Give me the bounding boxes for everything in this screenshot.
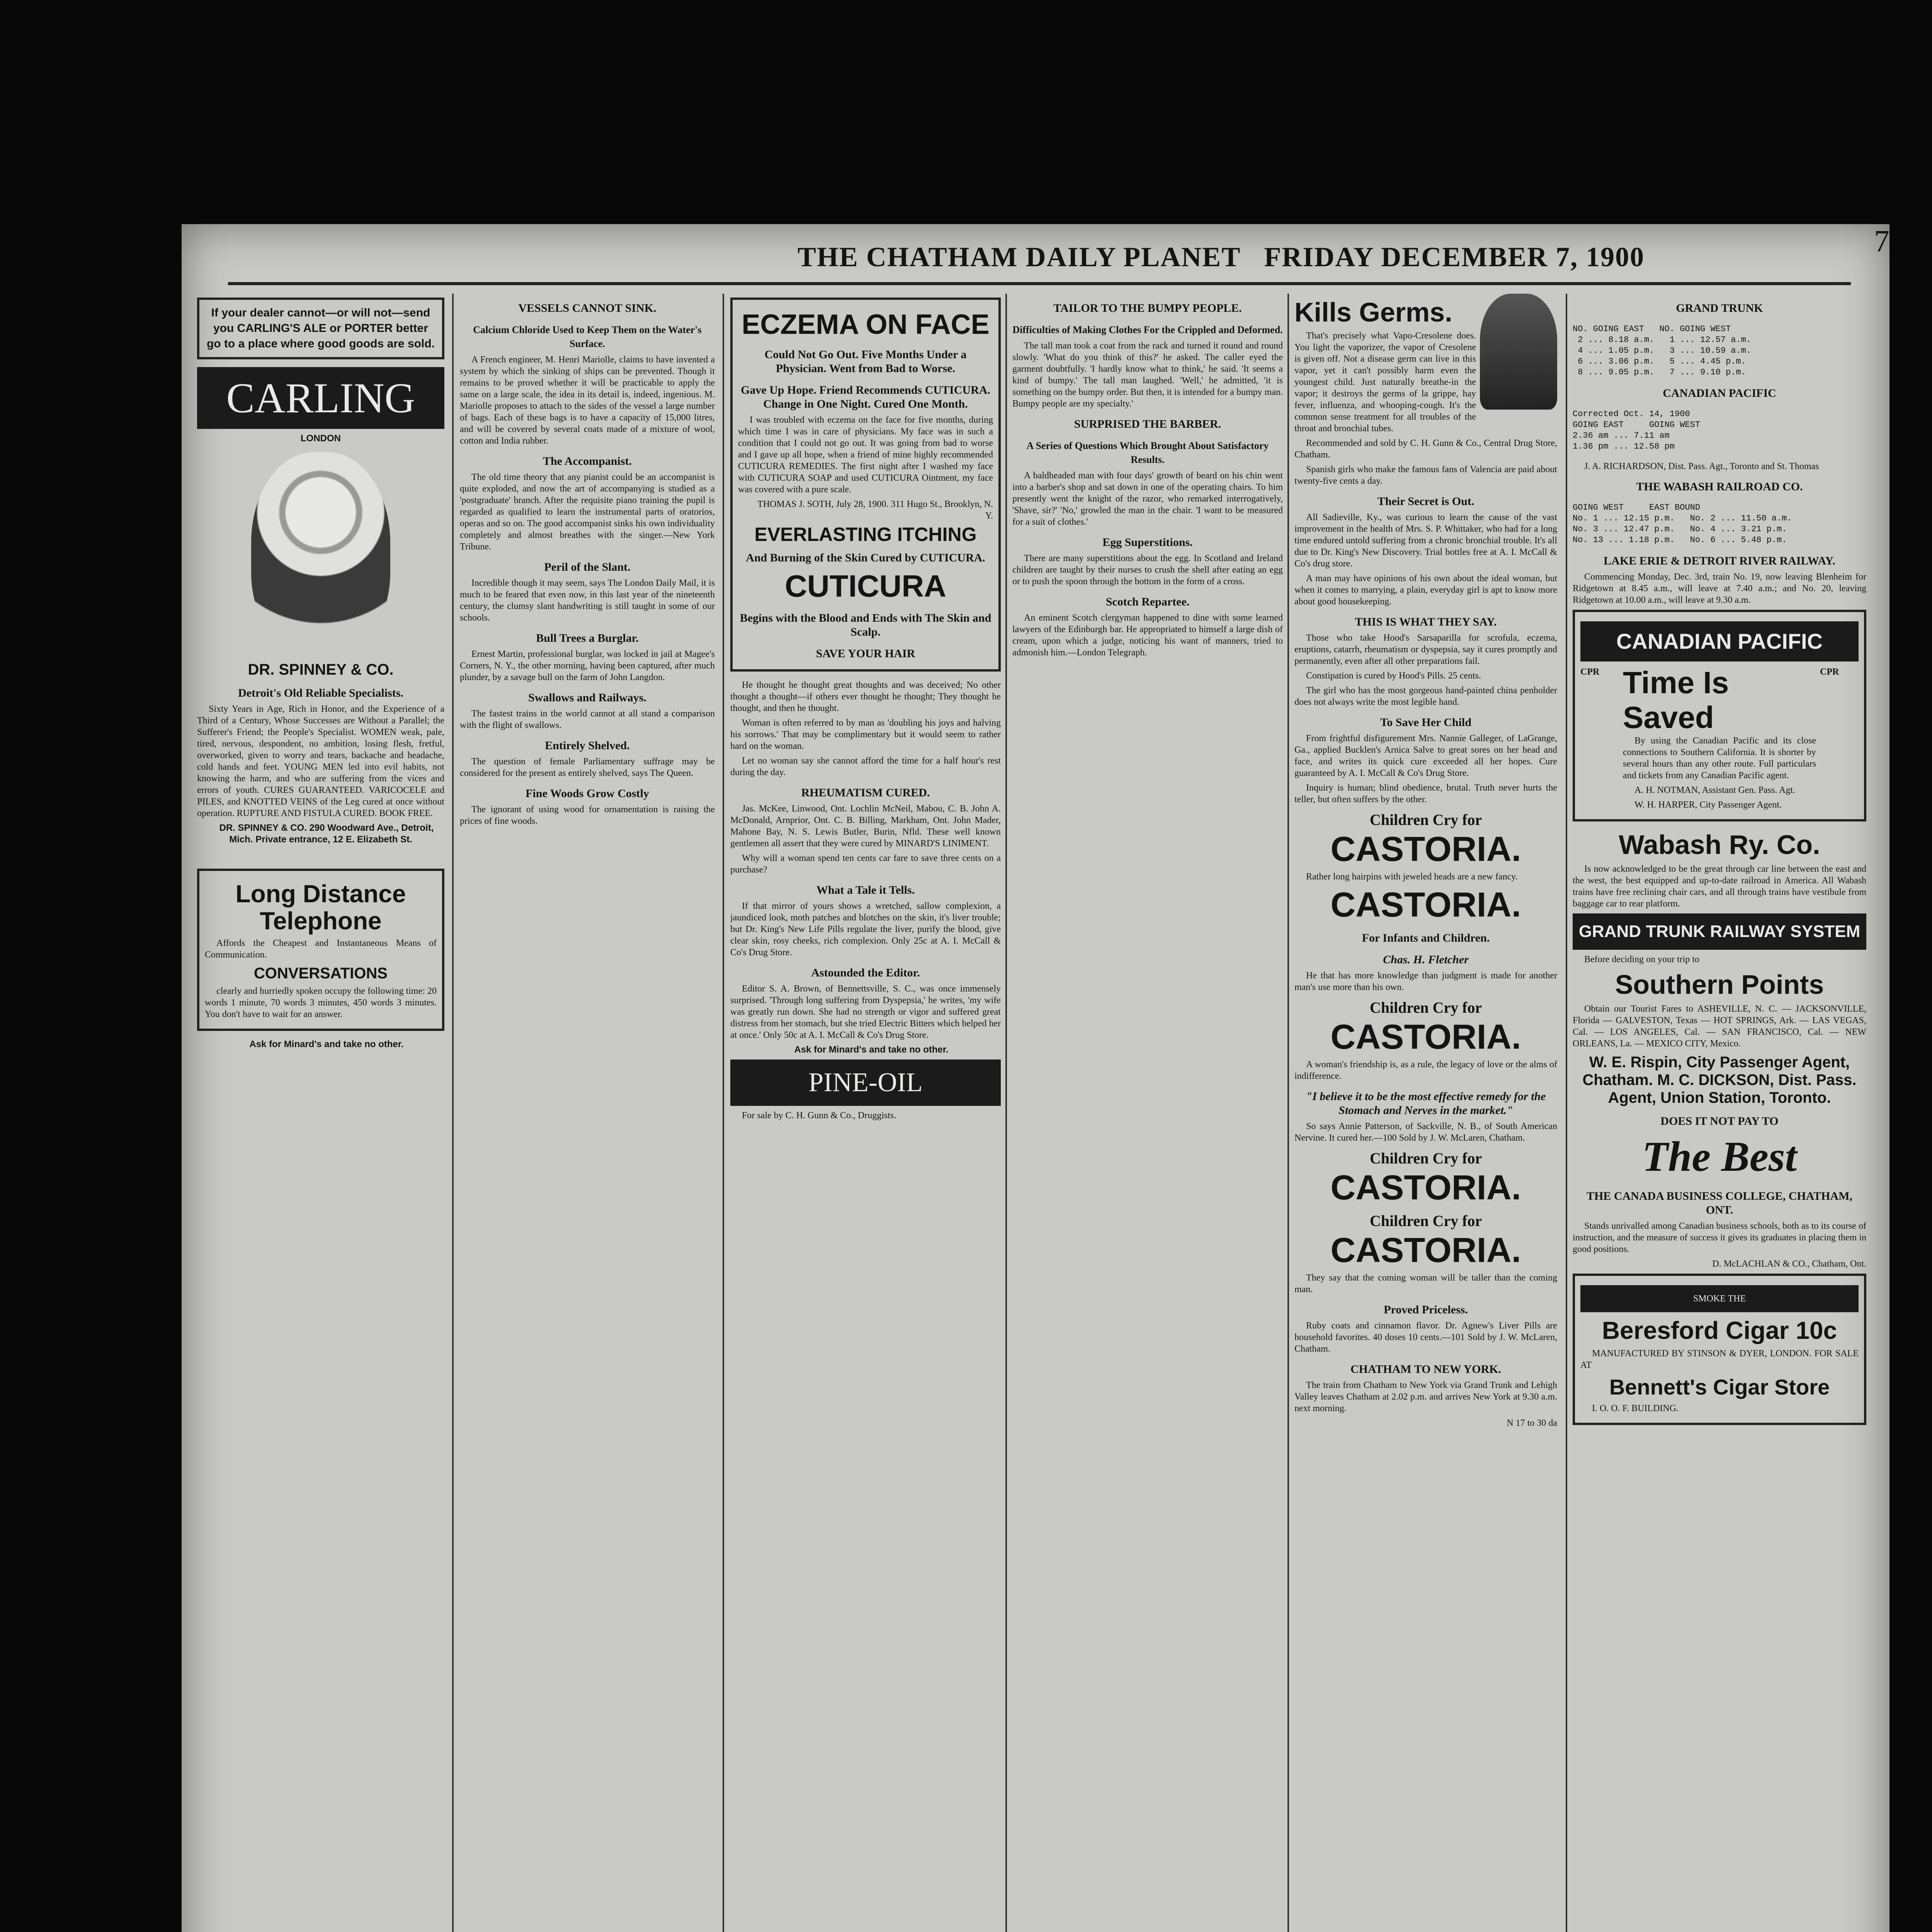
- article-heading: The Accompanist.: [543, 455, 632, 468]
- castoria-logo: CASTORIA.: [1330, 886, 1521, 924]
- article-heading: Bull Trees a Burglar.: [536, 632, 639, 645]
- page-number: 7: [1874, 224, 1889, 259]
- save-hair: SAVE YOUR HAIR: [816, 647, 915, 660]
- eczema-subheading: Could Not Go Out. Five Months Under a Physician. Went from Bad to Worse.: [764, 348, 967, 375]
- newspaper-page: [182, 224, 1889, 1932]
- cpr-side-label: CPR: [1820, 667, 1839, 677]
- vaporizer-lamp-icon: [1480, 294, 1557, 410]
- tale-body: If that mirror of yours shows a wretched, sallow complexion, a jaundiced look, moth patches and blotches on the skin, it's liver trouble; but Dr. King's New Life Pills regulate the liver, purify the blood, give clear skin, rosy cheeks, rich complexion. Only 25c at A. I. McCall & Co's Drug Store.: [730, 901, 1001, 957]
- college-body: Stands unrivalled among Canadian business schools, both as to its course of instruction, and the measure of success it gives its graduates in placing them in good positions.: [1573, 1221, 1866, 1254]
- castoria-cry: Children Cry for: [1369, 811, 1482, 828]
- southern-points-heading: Southern Points: [1615, 969, 1824, 1000]
- article-body: He thought he thought great thoughts and was deceived; No other thought a thought—if others ever thought he thought; They thought he thought, and then he thought.: [730, 680, 1001, 713]
- article-heading: Their Secret is Out.: [1377, 495, 1475, 508]
- wabash-co-body: Is now acknowledged to be the great through car line between the east and the west, the best equipped and up-to-date railroad in America. All Wabash trains have free reclining chair cars, and all through trains have vestibule from baggage car to rear platform.: [1573, 864, 1866, 909]
- article-reference: N 17 to 30 da: [1507, 1418, 1557, 1428]
- newspaper-title: THE CHATHAM DAILY PLANET: [797, 241, 1241, 272]
- column-divider: [1566, 294, 1567, 1932]
- article-subheading: Calcium Chloride Used to Keep Them on the Water's Surface.: [473, 324, 702, 349]
- cigar-store: Bennett's Cigar Store: [1609, 1375, 1830, 1399]
- spinney-address: DR. SPINNEY & CO. 290 Woodward Ave., Detroit, Mich. Private entrance, 12 E. Elizabeth St.: [219, 823, 434, 845]
- cigar-ad: [1573, 1274, 1866, 1425]
- column-divider: [1287, 294, 1289, 1932]
- canadian-pacific-timetable: Corrected Oct. 14, 1900 GOING EAST GOING WEST 2.36 am ... 7.11 am 1.36 pm ... 12.58 pm: [1573, 409, 1701, 451]
- castoria-logo: CASTORIA.: [1330, 1231, 1521, 1270]
- article-heading: Peril of the Slant.: [544, 561, 631, 573]
- article-heading: THIS IS WHAT THEY SAY.: [1355, 616, 1497, 628]
- spinney-subheading: Detroit's Old Reliable Specialists.: [238, 687, 403, 699]
- nerves-heading: "I believe it to be the most effective remedy for the Stomach and Nerves in the market.": [1306, 1090, 1546, 1117]
- lake-erie-heading: LAKE ERIE & DETROIT RIVER RAILWAY.: [1604, 554, 1835, 567]
- article-subheading: Difficulties of Making Clothes For the Crippled and Deformed.: [1012, 324, 1283, 335]
- cigar-pre: SMOKE THE: [1580, 1285, 1859, 1312]
- article-heading: Swallows and Railways.: [528, 691, 646, 704]
- carling-ad-text: If your dealer cannot—or will not—send you CARLING'S ALE or PORTER better go to a place where good goods are sold.: [206, 306, 435, 350]
- column-divider: [723, 294, 724, 1932]
- eczema-signature: THOMAS J. SOTH, July 28, 1900. 311 Hugo St., Brooklyn, N. Y.: [757, 499, 993, 521]
- column-divider: [1005, 294, 1007, 1932]
- article-body: He that has more knowledge than judgment is made for another man's use more than his own.: [1294, 971, 1557, 992]
- cpr-side-label: CPR: [1580, 667, 1600, 677]
- article-body: Rather long hairpins with jeweled heads are a new fancy.: [1306, 872, 1518, 882]
- cuticura-ad: [730, 298, 1001, 672]
- cuticura-subheading: Begins with the Blood and Ends with The Skin and Scalp.: [740, 612, 992, 638]
- eczema-heading: ECZEMA ON FACE: [742, 309, 990, 340]
- cpr-heading: CANADIAN PACIFIC: [1580, 621, 1859, 662]
- castoria-logo: CASTORIA.: [1330, 830, 1521, 869]
- castoria-cry: Children Cry for: [1369, 999, 1482, 1016]
- article-body: Inquiry is human; blind obedience, brutal. Truth never hurts the teller, but often suffers by the other.: [1294, 783, 1557, 804]
- carling-logo: CARLING: [197, 367, 444, 429]
- castoria-logo: CASTORIA.: [1330, 1018, 1521, 1056]
- wabash-heading: THE WABASH RAILROAD CO.: [1636, 480, 1803, 493]
- cpr-agent: W. H. HARPER, City Passenger Agent.: [1634, 800, 1782, 810]
- article-heading: Egg Superstitions.: [1102, 536, 1193, 549]
- article-heading: VESSELS CANNOT SINK.: [518, 302, 656, 315]
- nerves-body: So says Annie Patterson, of Sackville, N. B., of South American Nervine. It cured her.—100 Sold by J. W. McLaren, Chatham.: [1294, 1121, 1557, 1143]
- canadian-pacific-agent: J. A. RICHARDSON, Dist. Pass. Agt., Toronto and St. Thomas: [1584, 461, 1819, 471]
- doctor-portrait: [251, 452, 390, 653]
- pine-oil-logo: PINE-OIL: [730, 1060, 1001, 1106]
- column-2: [460, 294, 715, 1932]
- grand-trunk-timetable: NO. GOING EAST NO. GOING WEST 2 ... 8.18 a.m. 1 ... 12.57 a.m. 4 ... 1.05 p.m. 3 ... 10.59 a.m. 6 ... 3.06 p.m. 5 ... 4.45 p.m. 8 ... 9.05 p.m. 7 ... 9.10 p.m.: [1573, 324, 1752, 377]
- castoria-infants: For Infants and Children.: [1362, 932, 1490, 944]
- masthead: [583, 234, 1859, 280]
- cpr-time-saved: Time Is Saved: [1623, 665, 1729, 735]
- cuticura-logo: CUTICURA: [785, 569, 946, 603]
- column-5: [1294, 294, 1557, 1932]
- article-body: Woman is often referred to by man as 'doubling his joys and halving his sorrows.' That may be complimentary but it would seem to rather hard on the woman.: [730, 718, 1001, 751]
- lake-erie-body: Commencing Monday, Dec. 3rd, train No. 19, now leaving Blenheim for Ridgetown at 8.45 a.m., will leave at 7.40 a.m.; and No. 20, leaving Ridgetown at 10.00 a.m., will leave at 9.30 a.m.: [1573, 572, 1866, 605]
- eczema-body: I was troubled with eczema on the face for five months, during which time I was in care of physicians. My face was in such a condition that I could not go out. It was going from bad to worse and I gave up all hope, when a friend of mine highly recommended CUTICURA REMEDIES. The first night after I washed my face with CUTICURA SOAP and used CUTICURA Ointment, my face was covered with a pure scale.: [738, 415, 993, 495]
- tale-heading: What a Tale it Tells.: [816, 884, 915, 896]
- article-heading: Scotch Repartee.: [1105, 595, 1190, 608]
- cpr-ad: [1573, 610, 1866, 821]
- masthead-rule: [228, 282, 1851, 285]
- pine-oil-sold: For sale by C. H. Gunn & Co., Druggists.: [742, 1111, 896, 1121]
- editor-heading: Astounded the Editor.: [811, 966, 920, 979]
- telephone-ad: [197, 869, 444, 1031]
- kills-germs-body: That's precisely what Vapo-Cresolene does. You light the vaporizer, the vapor of Cresolene is given off. Not a disease germ can live in this vapor, yet it can't possibly harm even the youngest child. Just naturally breathe-in the vapor; it destroys the germs of la grippe, hay fever, influenza, and whooping-cough. It's the common sense treatment for all troubles of the throat and bronchial tubes.: [1294, 331, 1476, 434]
- itching-subheading: And Burning of the Skin Cured by CUTICURA.: [746, 551, 985, 564]
- article-body: The ignorant of using wood for ornamentation is raising the prices of fine woods.: [460, 804, 715, 826]
- cpr-content: [1623, 665, 1816, 814]
- minard-note: Ask for Minard's and take no other.: [249, 1039, 404, 1049]
- article-body: The old time theory that any pianist could be an accompanist is quite exploded, and now the art of accompanying is studied as a 'postgraduate' branch. After the requisite piano training the pupil is regarded as qualified to learn the instrumental parts of oratorios, operas and so on. The good accompanist sinks his own individuality completely and almost breathes with the singer.—New York Tribune.: [460, 472, 715, 552]
- rheumatism-body: Jas. McKee, Linwood, Ont. Lochlin McNeil, Mabou, C. B. John A. McDonald, Arnprior, Ont. C. B. Billing, Markham, Ont. John Mader, Mahone Bay, N. S. Lewis Butler, Burin, Nfld. These well known gentlemen all assert that they were cured by MINARD'S LINIMENT.: [730, 804, 1001, 849]
- article-body: The fastest trains in the world cannot at all stand a comparison with the flight of swallows.: [460, 709, 715, 730]
- article-body: Ruby coats and cinnamon flavor. Dr. Agnew's Liver Pills are household favorites. 40 doses 10 cents.—101 Sold by J. W. McLaren, Chatham.: [1294, 1321, 1557, 1354]
- best-pre: DOES IT NOT PAY TO: [1660, 1115, 1779, 1128]
- cigar-maker: MANUFACTURED BY STINSON & DYER, LONDON. FOR SALE AT: [1580, 1349, 1859, 1370]
- southern-pre: Before deciding on your trip to: [1584, 954, 1699, 964]
- article-body: Spanish girls who make the famous fans of Valencia are paid about twenty-five cents a day.: [1294, 464, 1557, 486]
- editor-body: Editor S. A. Brown, of Bennettsville, S. C., was once immensely surprised. 'Through long suffering from Dyspepsia,' he writes, 'my wife was greatly run down. She had no strength or vigor and suffered great distress from her stomach, but she tried Electric Bitters which helped her at once.' Only 50c at A. I. McCall & Co's Drug Store.: [730, 984, 1001, 1040]
- college-signature: D. McLACHLAN & CO., Chatham, Ont.: [1712, 1259, 1866, 1269]
- telephone-heading: Long Distance Telephone: [235, 880, 406, 935]
- article-body: A baldheaded man with four days' growth of beard on his chin went into a barber's shop and sat down in one of the operating chairs. To him presently went the knight of the razor, who remarked interrogatively, 'Shave, sir?' 'No,' growled the man in the chair. 'I want to be measured for a suit of clothes.': [1012, 471, 1283, 527]
- article-heading: To Save Her Child: [1380, 716, 1471, 729]
- spinney-heading: DR. SPINNEY & CO.: [248, 661, 394, 678]
- article-body: Ernest Martin, professional burglar, was locked in jail at Magee's Corners, N. Y., the other morning, having been captured, after much plunder, by a savage bull on the farm of John Langdon.: [460, 649, 715, 682]
- article-body: An eminent Scotch clergyman happened to dine with some learned lawyers of the Edinburgh bar. He appropriated to himself a large dish of cream, upon which a judge, noticing his want of manners, tried to admonish him.—London Telegraph.: [1012, 613, 1283, 658]
- castoria-signature: Chas. H. Fletcher: [1383, 953, 1469, 966]
- article-subheading: A Series of Questions Which Brought About Satisfactory Results.: [1026, 440, 1269, 465]
- article-body: A French engineer, M. Henri Mariolle, claims to have invented a system by which the sinking of ships can be prevented. Though it remains to be proved whether it will be practicable to apply the same on a large scale, the idea in its detail is, indeed, ingenious. M. Mariolle proposes to attach to the sides of the vessel a large number of bags. Each of these bags is to have a capacity of 15,000 litres, and will be covered by several coats made of a mixture of wool, cotton and India rubber.: [460, 355, 715, 446]
- article-body: A woman's friendship is, as a rule, the legacy of love or the alms of indifference.: [1294, 1060, 1557, 1081]
- carling-ad: [197, 298, 444, 359]
- cigar-heading: Beresford Cigar 10c: [1602, 1316, 1837, 1344]
- the-best-logo: The Best: [1642, 1133, 1797, 1180]
- column-divider: [452, 294, 454, 1932]
- southern-points-list: Obtain our Tourist Fares to ASHEVILLE, N. C. — JACKSONVILLE, Florida — GALVESTON, Texas — HOT SPRINGS, Ark. — LAS VEGAS, Cal. — LOS ANGELES, Cal. — SAN FRANCISCO, Cal. — NEW ORLEANS, La. — MEXICO CITY, Mexico.: [1573, 1004, 1866, 1049]
- issue-date: FRIDAY DECEMBER 7, 1900: [1264, 241, 1645, 272]
- conversations-body: clearly and hurriedly spoken occupy the following time: 20 words 1 minute, 70 words 3 minutes, 450 words 3 minutes. You don't have to wait for an answer.: [205, 986, 437, 1019]
- rheumatism-heading: RHEUMATISM CURED.: [801, 786, 930, 799]
- grand-trunk-logo: GRAND TRUNK RAILWAY SYSTEM: [1573, 913, 1866, 950]
- column-3: [730, 294, 1001, 1932]
- article-heading: Fine Woods Grow Costly: [526, 787, 649, 800]
- kills-germs-heading: Kills Germs.: [1294, 297, 1452, 327]
- article-body: Incredible though it may seem, says The London Daily Mail, it is much to be feared that even now, in this last year of the nineteenth century, the clumsy slant handwriting is still taught in some of our schools.: [460, 578, 715, 623]
- article-heading: Proved Priceless.: [1384, 1303, 1468, 1316]
- kills-germs-recommendation: Recommended and sold by C. H. Gunn & Co., Central Drug Store, Chatham.: [1294, 438, 1557, 460]
- eczema-subheading-2: Gave Up Hope. Friend Recommends CUTICURA. Change in One Night. Cured One Month.: [741, 384, 990, 410]
- article-body: Let no woman say she cannot afford the time for a half hour's rest during the day.: [730, 756, 1001, 777]
- telephone-sub: Affords the Cheapest and Instantaneous Means of Communication.: [205, 938, 437, 960]
- article-body: The tall man took a coat from the rack and turned it round and round slowly. 'What do you think of this?' he asked. The caller eyed the garment doubtfully. 'I hardly know what to think,' he said. 'It seems a kind of bumpy.' The tall man laughed. 'Well,' he admitted, 'it is something on the bumpy order. But then, it is intended for a bumpy man. Bumpy people are my specialty.': [1012, 341, 1283, 409]
- castoria-cry: Children Cry for: [1369, 1150, 1482, 1167]
- article-body: From frightful disfigurement Mrs. Nannie Galleger, of LaGrange, Ga., applied Bucklen's Arnica Salve to great sores on her head and face, and writes its quick cure exceeded all her hopes. Cure guaranteed by A. I. McCall & Co's Drug Store.: [1294, 733, 1557, 778]
- minard-note: Ask for Minard's and take no other.: [794, 1044, 949, 1055]
- column-1: [197, 294, 444, 1932]
- article-body: Why will a woman spend ten cents car fare to save three cents on a purchase?: [730, 853, 1001, 875]
- castoria-cry: Children Cry for: [1369, 1212, 1482, 1230]
- article-heading: Entirely Shelved.: [545, 739, 630, 752]
- castoria-logo: CASTORIA.: [1330, 1168, 1521, 1207]
- itching-heading: EVERLASTING ITCHING: [754, 524, 977, 545]
- spinney-body: Sixty Years in Age, Rich in Honor, and the Experience of a Third of a Century, Whose Successes are Without a Parallel; the Sufferer's Friend; the People's Specialist. WOMEN weak, pale, tired, nervous, despondent, no ambition, losing flesh, fretful, overworked, given to worry and tears, backache and headache, cold hands and feet. YOUNG MEN led into evil habits, not knowing the harm, and who are suffering from the vices and errors of youth. CURES GUARANTEED. VARICOCELE and PILES, and KNOTTED VEINS of the Leg cured at once without operation. RUPTURE AND FISTULA CURED. BOOK FREE.: [197, 704, 444, 818]
- article-body: A man may have opinions of his own about the ideal woman, but when it comes to marrying, a plain, everyday girl is apt to know more about good housekeeping.: [1294, 573, 1557, 607]
- article-heading: SURPRISED THE BARBER.: [1074, 418, 1221, 430]
- column-4: [1012, 294, 1283, 1932]
- article-body: Those who take Hood's Sarsaparilla for scrofula, eczema, eruptions, catarrh, rheumatism or dyspepsia, say it cures promptly and permanently, even after all other preparations fail.: [1294, 633, 1557, 666]
- wabash-co-heading: Wabash Ry. Co.: [1619, 830, 1820, 860]
- cpr-agent: A. H. NOTMAN, Assistant Gen. Pass. Agt.: [1634, 785, 1796, 795]
- canadian-pacific-heading: CANADIAN PACIFIC: [1663, 387, 1776, 400]
- college-heading: THE CANADA BUSINESS COLLEGE, CHATHAM, ONT.: [1587, 1190, 1852, 1216]
- grand-trunk-heading: GRAND TRUNK: [1676, 302, 1763, 315]
- article-body: Constipation is cured by Hood's Pills. 25 cents.: [1306, 671, 1481, 681]
- cigar-address: I. O. O. F. BUILDING.: [1592, 1403, 1679, 1413]
- article-body: All Sadieville, Ky., was curious to learn the cause of the vast improvement in the health of Mrs. S. P. Whittaker, who had for a long time endured untold suffering from a chronic bronchial trouble. It's all due to Dr. King's New Discovery. Trial bottles free at A. I. McCall & Co's drug store.: [1294, 512, 1557, 569]
- rispin-agent: W. E. Rispin, City Passenger Agent, Chatham. M. C. DICKSON, Dist. Pass. Agent, Union Station, Toronto.: [1582, 1054, 1857, 1106]
- cpr-grid: [1580, 665, 1859, 814]
- column-6: [1573, 294, 1866, 1932]
- article-heading: TAILOR TO THE BUMPY PEOPLE.: [1053, 302, 1242, 315]
- article-body: The question of female Parliamentary suffrage may be considered for the present as entirely shelved, says The Queen.: [460, 757, 715, 778]
- article-body: The girl who has the most gorgeous hand-painted china penholder does not always write the most legible hand.: [1294, 685, 1557, 707]
- cpr-body: By using the Canadian Pacific and its close connections to Southern California. It is shorter by several hours than any other route. Full particulars and tickets from any Canadian Pacific agent.: [1623, 736, 1816, 781]
- wabash-timetable: GOING WEST EAST BOUND No. 1 ... 12.15 p.m. No. 2 ... 11.50 a.m. No. 3 ... 12.47 p.m. No. 4 ... 3.21 p.m. No. 13 ... 1.18 p.m. No. 6 ... 5.48 p.m.: [1573, 503, 1792, 545]
- article-body: There are many superstitions about the egg. In Scotland and Ireland children are taught by their nurses to crush the shell after eating an egg or to push the spoon through the bottom in the form of a cross.: [1012, 553, 1283, 587]
- article-body: The train from Chatham to New York via Grand Trunk and Lehigh Valley leaves Chatham at 2.02 p.m. and arrives New York at 9.30 a.m. next morning.: [1294, 1380, 1557, 1413]
- conversations-heading: CONVERSATIONS: [254, 965, 388, 982]
- article-body: They say that the coming woman will be taller than the coming man.: [1294, 1273, 1557, 1294]
- article-heading: CHATHAM TO NEW YORK.: [1350, 1363, 1502, 1376]
- carling-city: LONDON: [301, 433, 341, 444]
